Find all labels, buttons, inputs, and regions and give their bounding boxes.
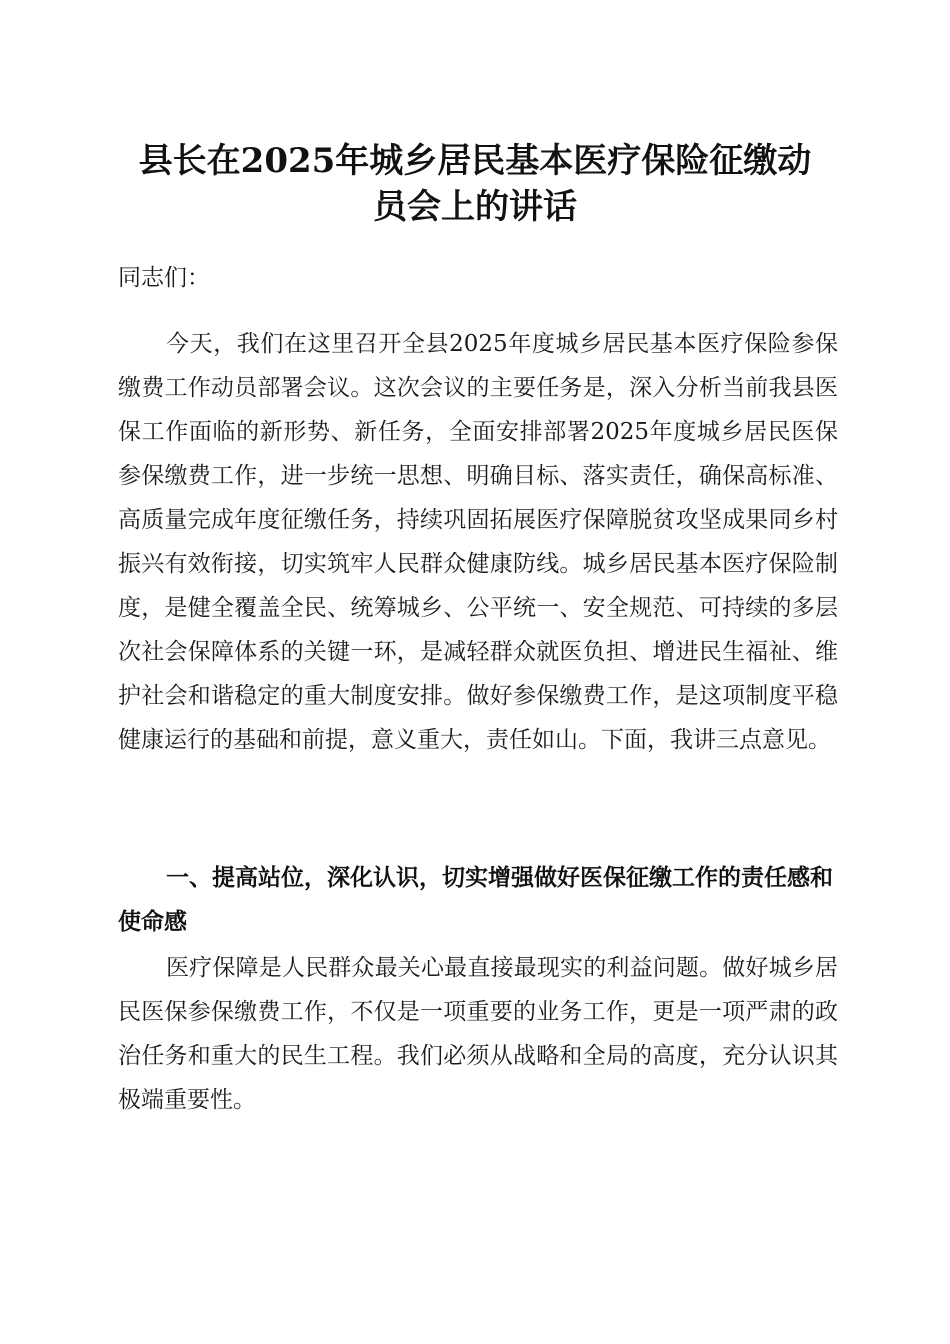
body-section-2	[118, 946, 838, 1122]
salutation: 同志们：	[118, 265, 210, 291]
document-title-line-1: 县长在2025年城乡居民基本医疗保险征缴动	[138, 141, 812, 181]
document-title-line-2: 员会上的讲话	[373, 187, 577, 227]
paragraph-intro: 今天，我们在这里召开全县2025年度城乡居民基本医疗保险参保缴费工作动员部署会议。这次会议的主要任务是，深入分析当前我县医保工作面临的新形势、新任务，全面安排部署2025年度城乡居民医保参保缴费工作，进一步统一思想、明确目标、落实责任，确保高标准、高质量完成年度征缴任务，持续巩固拓展医疗保障脱贫攻坚成果同乡村振兴有效衔接，切实筑牢人民群众健康防线。城乡居民基本医疗保险制度，是健全覆盖全民、统筹城乡、公平统一、安全规范、可持续的多层次社会保障体系的关键一环，是减轻群众就医负担、增进民生福祉、维护社会和谐稳定的重大制度安排。做好参保缴费工作，是这项制度平稳健康运行的基础和前提，意义重大，责任如山。下面，我讲三点意见。	[118, 331, 838, 753]
section-heading-1: 一、提高站位，深化认识，切实增强做好医保征缴工作的责任感和使命感	[118, 865, 833, 935]
paragraph-section-1: 医疗保障是人民群众最关心最直接最现实的利益问题。做好城乡居民医保参保缴费工作，不仅是一项重要的业务工作，更是一项严肃的政治任务和重大的民生工程。我们必须从战略和全局的高度，充分认识其极端重要性。	[118, 955, 838, 1113]
body-section	[118, 322, 838, 762]
